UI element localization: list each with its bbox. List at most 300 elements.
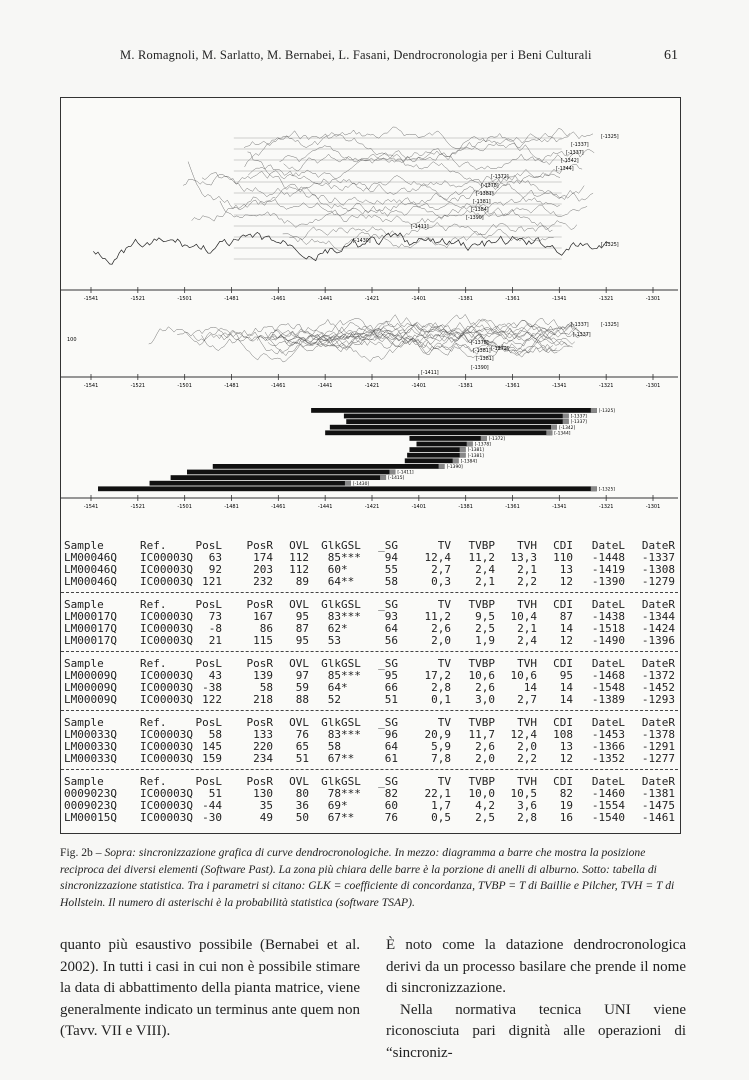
- curve-end-label: [-1430]: [353, 239, 371, 244]
- mid-curve-label: [-1381]: [476, 357, 494, 362]
- table-cell: -1460: [591, 787, 625, 800]
- table-cell: IC00003Q: [140, 610, 193, 623]
- bar-label: [-1378]: [474, 442, 491, 448]
- table-cell: IC00003Q: [140, 681, 193, 694]
- table-cell: -38: [202, 681, 222, 694]
- bar-sapwood: [345, 481, 351, 486]
- table-cell: 66: [384, 681, 398, 694]
- mid-curve-label: [-1325]: [601, 323, 619, 328]
- dendro-graphs: [61, 98, 678, 536]
- table-cell: CDI: [553, 775, 573, 788]
- mid-curve-label: [-1411]: [421, 371, 439, 376]
- table-block: [61, 654, 678, 713]
- bar-sapwood: [563, 419, 569, 424]
- table-cell: 2,4: [517, 634, 537, 647]
- table-cell: _SG: [378, 775, 398, 788]
- table-cell: *: [341, 681, 348, 694]
- table-cell: 5,9: [431, 740, 451, 753]
- table-cell: 76: [384, 811, 398, 824]
- table-cell: PosL: [195, 775, 222, 788]
- table-cell: 56: [384, 634, 398, 647]
- body-column-right: [386, 935, 686, 1064]
- table-cell: 83: [327, 728, 341, 741]
- table-cell: 2,8: [431, 681, 451, 694]
- table-cell: TVBP: [468, 775, 495, 788]
- table-cell: 58: [259, 681, 273, 694]
- table-cell: Glk: [321, 598, 341, 611]
- table-cell: -1554: [591, 799, 625, 812]
- table-block: [61, 536, 678, 595]
- table-cell: ***: [341, 728, 361, 741]
- table-cell: 87: [295, 622, 309, 635]
- table-cell: TVBP: [468, 657, 495, 670]
- table-cell: LM00017Q: [64, 622, 117, 635]
- table-cell: 50: [295, 811, 309, 824]
- bar: [330, 425, 557, 430]
- table-separator: [61, 769, 678, 770]
- table-cell: 2,2: [517, 752, 537, 765]
- curve-end-label: [-1337]: [571, 143, 589, 148]
- curve-end-label: [-1390]: [466, 216, 484, 221]
- curve-end-label: [-1344]: [556, 167, 574, 172]
- table-cell: 0009023Q: [64, 787, 117, 800]
- top-axis-tick-label: -1461: [271, 296, 286, 302]
- table-cell: ***: [341, 669, 361, 682]
- table-cell: 2,7: [431, 563, 451, 576]
- top-axis-tick-label: -1521: [130, 296, 146, 302]
- bar-label: [-1390]: [446, 465, 463, 470]
- table-cell: 159: [202, 752, 222, 765]
- table-cell: -44: [202, 799, 222, 812]
- table-cell: 78: [327, 787, 341, 800]
- top-axis-tick-label: -1501: [177, 296, 192, 302]
- bar-sapwood: [460, 453, 466, 458]
- top-panel-curve: [280, 146, 595, 170]
- table-cell: TVH: [517, 598, 537, 611]
- table-cell: DateR: [641, 775, 675, 788]
- table-cell: Sample: [64, 539, 104, 552]
- table-cell: -1540: [591, 811, 625, 824]
- bar-axis-tick-label: -1441: [317, 504, 333, 510]
- table-cell: OVL: [289, 539, 309, 552]
- table-cell: 2,0: [475, 752, 495, 765]
- table-cell: IC00003Q: [140, 787, 193, 800]
- table-cell: 95: [559, 669, 573, 682]
- mid-axis-tick-label: -1441: [317, 383, 333, 389]
- bar: [344, 414, 569, 419]
- table-cell: 2,0: [431, 634, 451, 647]
- mid-axis-tick-label: -1301: [645, 383, 661, 389]
- top-axis-tick-label: -1301: [645, 296, 661, 302]
- table-cell: -1490: [591, 634, 625, 647]
- bar-axis-tick-label: -1461: [271, 504, 286, 510]
- curve-end-label: [-1342]: [561, 159, 579, 164]
- table-block: [61, 713, 678, 772]
- table-cell: -8: [208, 622, 222, 635]
- table-cell: -1337: [641, 551, 675, 564]
- bar-label: [-1381]: [467, 448, 484, 454]
- bar-sapwood: [481, 436, 487, 441]
- table-cell: IC00003Q: [140, 634, 193, 647]
- table-cell: OVL: [289, 598, 309, 611]
- top-axis-tick-label: -1341: [552, 296, 567, 302]
- sync-table: [61, 536, 678, 831]
- table-cell: TVH: [517, 775, 537, 788]
- table-cell: 92: [208, 563, 222, 576]
- table-cell: DateR: [641, 598, 675, 611]
- mid-panel-curve: [193, 315, 556, 341]
- table-cell: 2,2: [517, 575, 537, 588]
- table-cell: 20,9: [424, 728, 451, 741]
- table-cell: LM00009Q: [64, 669, 117, 682]
- bar: [416, 442, 472, 447]
- mid-axis-tick-label: -1541: [83, 383, 99, 389]
- table-cell: 10,6: [510, 669, 537, 682]
- table-cell: *: [341, 799, 348, 812]
- table-cell: 95: [295, 634, 309, 647]
- table-separator: [61, 592, 678, 593]
- bar-sapwood: [453, 458, 459, 463]
- table-cell: 234: [253, 752, 273, 765]
- table-cell: Ref.: [140, 775, 167, 788]
- table-block: [61, 772, 678, 831]
- table-cell: 63: [208, 551, 222, 564]
- top-panel-curve: [244, 127, 570, 149]
- table-cell: GSL: [341, 539, 361, 552]
- mid-curve-label: [-1381]: [473, 349, 491, 354]
- table-cell: 220: [253, 740, 273, 753]
- table-cell: Sample: [64, 598, 104, 611]
- table-cell: 14: [559, 693, 573, 706]
- table-cell: 14: [559, 681, 573, 694]
- top-panel-curve: [192, 178, 560, 221]
- table-cell: GSL: [341, 657, 361, 670]
- table-cell: TVBP: [468, 539, 495, 552]
- table-cell: _SG: [378, 598, 398, 611]
- bar-axis-tick-label: -1321: [598, 504, 614, 510]
- curve-end-label: [-1381]: [476, 192, 494, 197]
- table-cell: 2,5: [475, 811, 495, 824]
- table-cell: 61: [384, 752, 398, 765]
- bar-axis-tick-label: -1421: [364, 504, 380, 510]
- table-cell: -1461: [641, 811, 675, 824]
- table-cell: 87: [559, 610, 573, 623]
- table-cell: -1291: [641, 740, 675, 753]
- top-axis-tick-label: -1481: [224, 296, 239, 302]
- paragraph-2: Nella normativa tecnica UNI viene riconosciuta pari dignità alle operazioni di “sincroniz-: [386, 1001, 686, 1061]
- table-cell: -1390: [591, 575, 625, 588]
- table-cell: CDI: [553, 716, 573, 729]
- table-cell: 60: [327, 563, 341, 576]
- table-cell: 2,1: [517, 563, 537, 576]
- table-cell: LM00046Q: [64, 575, 117, 588]
- table-cell: 3,0: [475, 693, 495, 706]
- table-cell: 73: [208, 610, 222, 623]
- table-cell: 1,9: [475, 634, 495, 647]
- table-cell: 83: [327, 610, 341, 623]
- table-cell: 69: [327, 799, 341, 812]
- mid-curve-label: [-1378]: [471, 341, 489, 346]
- table-cell: LM00046Q: [64, 563, 117, 576]
- mid-axis-tick-label: -1461: [271, 383, 286, 389]
- mid-axis-tick-label: -1321: [598, 383, 614, 389]
- table-block: [61, 595, 678, 654]
- table-cell: 2,8: [517, 811, 537, 824]
- table-cell: PosL: [195, 657, 222, 670]
- table-cell: IC00003Q: [140, 563, 193, 576]
- table-cell: 95: [295, 610, 309, 623]
- bar-label: [-1325]: [598, 409, 615, 414]
- mid-y-label: 100: [67, 337, 77, 343]
- table-cell: DateR: [641, 539, 675, 552]
- top-axis-tick-label: -1381: [458, 296, 473, 302]
- bar: [98, 486, 597, 491]
- table-cell: **: [341, 752, 355, 765]
- table-cell: 139: [253, 669, 273, 682]
- table-cell: -1279: [641, 575, 675, 588]
- table-cell: LM00009Q: [64, 693, 117, 706]
- figure-panel: [60, 97, 681, 834]
- bar: [213, 464, 445, 469]
- table-cell: 97: [295, 669, 309, 682]
- table-cell: IC00003Q: [140, 811, 193, 824]
- table-cell: 2,4: [475, 563, 495, 576]
- curve-end-label: [-1378]: [481, 184, 499, 189]
- table-cell: 0,5: [431, 811, 451, 824]
- table-cell: **: [341, 811, 355, 824]
- table-cell: OVL: [289, 657, 309, 670]
- bar-label: [-1337]: [570, 414, 587, 420]
- table-cell: _SG: [378, 716, 398, 729]
- table-cell: IC00003Q: [140, 752, 193, 765]
- table-cell: 12,4: [424, 551, 451, 564]
- mid-curve-label: [-1337]: [571, 323, 589, 328]
- table-cell: 86: [259, 622, 273, 635]
- table-cell: DateL: [591, 598, 625, 611]
- mid-curve-label: [-1390]: [471, 366, 489, 371]
- bar-axis-tick-label: -1341: [552, 504, 567, 510]
- table-cell: 11,2: [468, 551, 495, 564]
- mid-axis-tick-label: -1481: [224, 383, 239, 389]
- table-cell: DateL: [591, 539, 625, 552]
- mid-curve-label: [-1337]: [573, 333, 591, 338]
- table-cell: 17,2: [424, 669, 451, 682]
- table-cell: 2,6: [475, 681, 495, 694]
- table-cell: TV: [437, 539, 451, 552]
- table-cell: -1352: [591, 752, 625, 765]
- table-cell: 59: [295, 681, 309, 694]
- table-cell: 121: [202, 575, 222, 588]
- mid-axis-tick-label: -1521: [130, 383, 146, 389]
- mid-axis-tick-label: -1341: [552, 383, 567, 389]
- mid-axis-tick-label: -1361: [505, 383, 520, 389]
- table-cell: -1293: [641, 693, 675, 706]
- top-axis-tick-label: -1421: [364, 296, 380, 302]
- table-cell: DateL: [591, 657, 625, 670]
- table-cell: 67: [327, 752, 341, 765]
- table-cell: LM00033Q: [64, 752, 117, 765]
- table-cell: IC00003Q: [140, 575, 193, 588]
- mid-axis-tick-label: -1501: [177, 383, 192, 389]
- table-cell: 82: [384, 787, 398, 800]
- bar-axis-tick-label: -1481: [224, 504, 239, 510]
- table-cell: OVL: [289, 716, 309, 729]
- table-cell: 65: [295, 740, 309, 753]
- table-cell: -1344: [641, 610, 675, 623]
- bar-sapwood: [460, 447, 466, 452]
- table-cell: 82: [559, 787, 573, 800]
- table-cell: 64: [384, 622, 398, 635]
- bar: [171, 475, 386, 480]
- table-cell: Sample: [64, 775, 104, 788]
- table-cell: -1419: [591, 563, 625, 576]
- table-cell: 60: [384, 799, 398, 812]
- table-cell: 36: [295, 799, 309, 812]
- table-cell: 22,1: [424, 787, 451, 800]
- table-cell: 51: [384, 693, 398, 706]
- top-axis-tick-label: -1401: [411, 296, 427, 302]
- table-cell: 64: [327, 575, 341, 588]
- table-cell: IC00003Q: [140, 622, 193, 635]
- table-cell: 16: [559, 811, 573, 824]
- table-cell: PosR: [246, 775, 273, 788]
- table-cell: 9,5: [475, 610, 495, 623]
- bar-axis-tick-label: -1521: [130, 504, 146, 510]
- table-cell: -1518: [591, 622, 625, 635]
- table-cell: 12: [559, 752, 573, 765]
- top-axis-tick-label: -1361: [505, 296, 520, 302]
- table-cell: LM00046Q: [64, 551, 117, 564]
- table-cell: DateL: [591, 716, 625, 729]
- table-cell: 95: [384, 669, 398, 682]
- bar: [325, 430, 552, 435]
- table-cell: Ref.: [140, 598, 167, 611]
- table-cell: TV: [437, 657, 451, 670]
- table-cell: 232: [253, 575, 273, 588]
- table-cell: -1424: [641, 622, 675, 635]
- table-cell: LM00017Q: [64, 634, 117, 647]
- table-cell: Ref.: [140, 657, 167, 670]
- bar-label: [-1381]: [467, 453, 484, 459]
- table-cell: LM00015Q: [64, 811, 117, 824]
- table-cell: Sample: [64, 657, 104, 670]
- body-column-left: quanto più esaustivo possibile (Bernabei et al. 2002). In tutti i casi in cui non è possibile stimare la data di abbattimento della pianta matrice, viene generalmente indicato un terminus ante quem non (Tavv. VII e VIII).: [60, 937, 360, 1039]
- table-cell: 112: [289, 551, 309, 564]
- page-number: 61: [664, 48, 678, 63]
- mid-curve-label: [-1372]: [491, 347, 509, 352]
- table-cell: 0009023Q: [64, 799, 117, 812]
- table-cell: 10,4: [510, 610, 537, 623]
- table-cell: 133: [253, 728, 273, 741]
- table-separator: [61, 710, 678, 711]
- table-cell: 2,6: [431, 622, 451, 635]
- table-cell: -30: [202, 811, 222, 824]
- table-cell: TVH: [517, 539, 537, 552]
- table-cell: OVL: [289, 775, 309, 788]
- curve-end-label: [-1325]: [601, 243, 619, 248]
- bar-label: [-1342]: [558, 425, 576, 431]
- table-cell: TV: [437, 598, 451, 611]
- bar: [407, 453, 466, 458]
- table-cell: 12: [559, 634, 573, 647]
- table-cell: 13,3: [510, 551, 537, 564]
- table-cell: IC00003Q: [140, 728, 193, 741]
- table-cell: 93: [384, 610, 398, 623]
- table-cell: GSL: [341, 598, 361, 611]
- figure-caption: [60, 845, 680, 911]
- bar-axis-tick-label: -1541: [83, 504, 99, 510]
- table-cell: 80: [295, 787, 309, 800]
- table-cell: 2,5: [475, 622, 495, 635]
- table-cell: TV: [437, 775, 451, 788]
- table-cell: IC00003Q: [140, 693, 193, 706]
- table-cell: LM00017Q: [64, 610, 117, 623]
- table-cell: -1378: [641, 728, 675, 741]
- bar-sapwood: [551, 425, 557, 430]
- table-cell: -1389: [591, 693, 625, 706]
- table-cell: 11,7: [468, 728, 495, 741]
- table-cell: 2,6: [475, 740, 495, 753]
- curve-end-label: [-1411]: [411, 225, 429, 230]
- table-cell: 53: [327, 634, 341, 647]
- bar: [187, 470, 395, 475]
- table-cell: CDI: [553, 598, 573, 611]
- table-cell: PosR: [246, 598, 273, 611]
- table-cell: 62: [327, 622, 341, 635]
- running-title: M. Romagnoli, M. Sarlatto, M. Bernabei, L. Fasani, Dendrocronologia per i Beni Culturali: [120, 48, 592, 62]
- table-cell: ***: [341, 787, 361, 800]
- table-cell: Glk: [321, 539, 341, 552]
- table-cell: ***: [341, 610, 361, 623]
- table-cell: TVBP: [468, 598, 495, 611]
- top-axis-tick-label: -1321: [598, 296, 614, 302]
- table-cell: 203: [253, 563, 273, 576]
- table-cell: 115: [253, 634, 273, 647]
- table-cell: GSL: [341, 716, 361, 729]
- table-cell: TVH: [517, 657, 537, 670]
- table-cell: 10,0: [468, 787, 495, 800]
- table-cell: 3,6: [517, 799, 537, 812]
- table-cell: -1453: [591, 728, 625, 741]
- bar-label: [-1325]: [598, 487, 615, 493]
- table-cell: 13: [559, 563, 573, 576]
- table-cell: -1548: [591, 681, 625, 694]
- mid-axis-tick-label: -1401: [411, 383, 427, 389]
- table-cell: 19: [559, 799, 573, 812]
- table-cell: PosL: [195, 539, 222, 552]
- table-cell: 2,0: [517, 740, 537, 753]
- bar-label: [-1415]: [388, 476, 405, 482]
- table-cell: 112: [289, 563, 309, 576]
- table-cell: 52: [327, 693, 341, 706]
- table-cell: 55: [384, 563, 398, 576]
- table-cell: 13: [559, 740, 573, 753]
- table-cell: 122: [202, 693, 222, 706]
- table-cell: 110: [553, 551, 573, 564]
- table-cell: 67: [327, 811, 341, 824]
- table-cell: 11,2: [424, 610, 451, 623]
- curve-end-label: [-1325]: [601, 135, 619, 140]
- table-cell: LM00033Q: [64, 728, 117, 741]
- table-cell: ***: [341, 551, 361, 564]
- table-cell: PosR: [246, 539, 273, 552]
- table-cell: 51: [295, 752, 309, 765]
- curve-end-label: [-1381]: [473, 200, 491, 205]
- table-cell: _SG: [378, 657, 398, 670]
- table-cell: 0,3: [431, 575, 451, 588]
- bar-axis-tick-label: -1381: [458, 504, 473, 510]
- table-cell: 96: [384, 728, 398, 741]
